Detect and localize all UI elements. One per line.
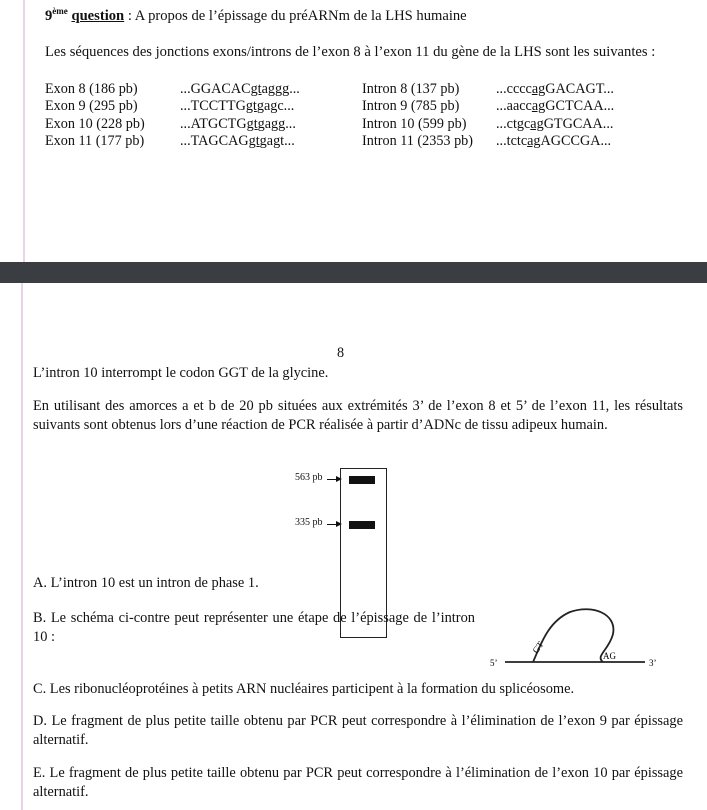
three-prime-label: 3’ [649,658,657,668]
page-divider [0,262,707,283]
ag-label: AG [603,651,616,661]
option-a: A. L’intron 10 est un intron de phase 1. [33,575,259,591]
exon-name: Exon 11 (177 pb) [45,133,145,149]
arrow-icon [327,479,341,480]
intron-sequence: ...ccccagGACAGT... [496,81,614,97]
intron-name: Intron 11 (2353 pb) [362,133,473,149]
margin-line [23,0,25,262]
margin-line [21,283,23,810]
intro-text: Les séquences des jonctions exons/introns de l’exon 8 à l’exon 11 du gène de la LHS sont les suivantes : [45,44,656,60]
intron-name: Intron 8 (137 pb) [362,81,460,97]
exon-name: Exon 10 (228 pb) [45,116,145,132]
exon-sequence: ...ATGCTGgtgagg... [180,116,296,132]
pcr-paragraph: En utilisant des amorces a et b de 20 pb situées aux extrémités 3’ de l’exon 8 et 5’ de l’exon 11, les résultats suivants sont obtenus lors d’une réaction de PCR réalisée à partir d’ADNc de tissu adipeux humain. [33,398,683,433]
top-page [0,0,707,262]
option-e: E. Le fragment de plus petite taille obtenu par PCR peut correspondre à l’élimination de l’exon 10 par épissage alternatif. [33,765,683,800]
exon-sequence: ...TAGCAGgtgagt... [180,133,295,149]
option-c: C. Les ribonucléoprotéines à petits ARN nucléaires participent à la formation du splicéosome. [33,681,575,697]
five-prime-label: 5’ [490,658,498,668]
exon-sequence: ...GGACACgtaggg... [180,81,300,97]
intron-sequence: ...aaccagGCTCAA... [496,98,615,114]
band-335-label: 335 pb [295,517,323,528]
intron-name: Intron 9 (785 pb) [362,98,460,114]
intron-name: Intron 10 (599 pb) [362,116,467,132]
arrow-icon [327,524,341,525]
intron-sequence: ...tctcagAGCCGA... [496,133,612,149]
option-d: D. Le fragment de plus petite taille obtenu par PCR peut correspondre à l’élimination de l’exon 9 par épissage alternatif. [33,713,683,748]
gt-label: GT [530,639,546,656]
intron-sequence: ...ctgcagGTGCAA... [496,116,614,132]
band-563-label: 563 pb [295,472,323,483]
lariat-schema [485,602,665,672]
question-heading [45,6,467,25]
bottom-page [0,283,707,810]
lariat-loop [533,609,613,662]
question-superscript: ème [52,6,68,16]
codon-paragraph: L’intron 10 interrompt le codon GGT de la glycine. [33,365,329,381]
question-number: 9 [45,7,53,24]
option-b: B. Le schéma ci-contre peut représenter une étape de l’épissage de l’intron 10 : [33,610,475,645]
question-title: : A propos de l’épissage du préARNm de la LHS humaine [124,7,467,24]
question-word: question [71,7,125,24]
exon-name: Exon 8 (186 pb) [45,81,138,97]
exon-name: Exon 9 (295 pb) [45,98,138,114]
page-number: 8 [337,345,345,361]
band-335 [349,521,375,529]
band-563 [349,476,375,484]
exon-sequence: ...TCCTTGgtgagc... [180,98,295,114]
